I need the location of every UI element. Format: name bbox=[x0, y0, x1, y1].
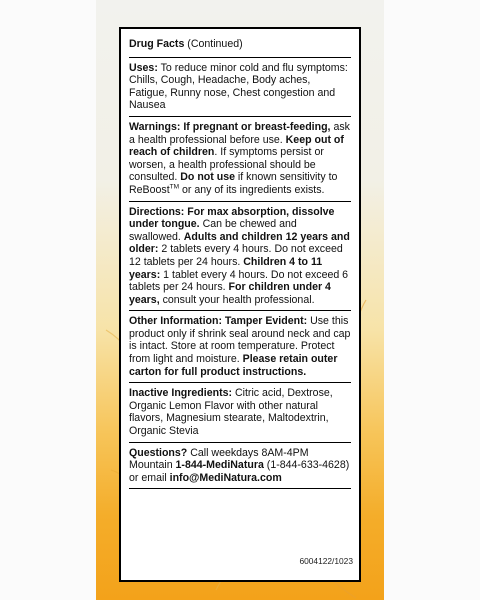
questions-phone-alt: (1-844-633-4628) or email bbox=[129, 459, 350, 484]
other-information-section bbox=[129, 311, 351, 383]
directions-text-2: 2 tablets every 4 hours. Do not exceed 12 tablets per 24 hours. bbox=[129, 243, 343, 268]
warnings-text-4: or any of its ingredients exists. bbox=[179, 183, 325, 196]
uses-heading: Uses: bbox=[129, 61, 158, 74]
warnings-text-3: if known sensitivity to ReBoost bbox=[129, 171, 338, 196]
drug-facts-title-suffix: (Continued) bbox=[184, 38, 243, 50]
drug-facts-box bbox=[119, 27, 361, 582]
questions-email: info@MediNatura.com bbox=[169, 471, 282, 484]
questions-phone: 1-844-MediNatura bbox=[175, 459, 264, 472]
background-right bbox=[384, 0, 480, 600]
directions-children: Children 4 to 11 years: bbox=[129, 255, 323, 281]
inactive-ingredients-section bbox=[129, 383, 351, 442]
directions-text-3: 1 tablet every 4 hours. Do not exceed 6 tablets per 24 hours. bbox=[129, 268, 349, 294]
other-text: Use this product only if shrink seal around neck and cap is intact. Store at room temperature. Protect from light and moisture. bbox=[129, 315, 351, 366]
directions-adults: Adults and children 12 years and older: bbox=[129, 230, 350, 256]
warnings-do-not-use: Do not use bbox=[180, 171, 235, 184]
uses-section bbox=[129, 58, 351, 117]
inactive-heading: Inactive Ingredients: bbox=[129, 387, 233, 400]
questions-heading: Questions? bbox=[129, 446, 188, 459]
directions-under-4: For children under 4 years, bbox=[129, 281, 331, 306]
inactive-text: Citric acid, Dextrose, Organic Lemon Flavor with other natural flavors, Magnesium stearate, Maltodextrin, Organic Stevia bbox=[129, 387, 333, 438]
questions-text: Call weekdays 8AM-4PM Mountain bbox=[129, 446, 309, 472]
directions-text-1: Can be chewed and swallowed. bbox=[129, 218, 297, 243]
warnings-text-1: ask a health professional before use. bbox=[129, 120, 350, 146]
other-heading: Other Information: Tamper Evident: bbox=[129, 315, 308, 328]
drug-facts-title bbox=[129, 29, 351, 58]
product-code: 6004122/1023 bbox=[299, 556, 353, 567]
drug-facts-title-bold: Drug Facts bbox=[129, 38, 185, 50]
warnings-heading: Warnings: If pregnant or breast-feeding, bbox=[129, 120, 331, 133]
warnings-text-2: . If symptoms persist or worsen, a health professional should be consulted. bbox=[129, 146, 324, 184]
questions-section bbox=[129, 443, 351, 490]
directions-heading: Directions: For max absorption, dissolve under tongue. bbox=[129, 205, 335, 231]
background-left bbox=[0, 0, 96, 600]
warnings-keep-out: Keep out of reach of children bbox=[129, 133, 344, 159]
warnings-section bbox=[129, 117, 351, 202]
directions-section bbox=[129, 202, 351, 312]
directions-text-4: consult your health professional. bbox=[159, 293, 315, 306]
uses-text: To reduce minor cold and flu symptoms: Chills, Cough, Headache, Body aches, Fatigue, Runny nose, Chest congestion and Nausea bbox=[129, 61, 348, 112]
trademark-mark: TM bbox=[169, 183, 180, 191]
other-retain-carton: Please retain outer carton for full product instructions. bbox=[129, 353, 338, 378]
